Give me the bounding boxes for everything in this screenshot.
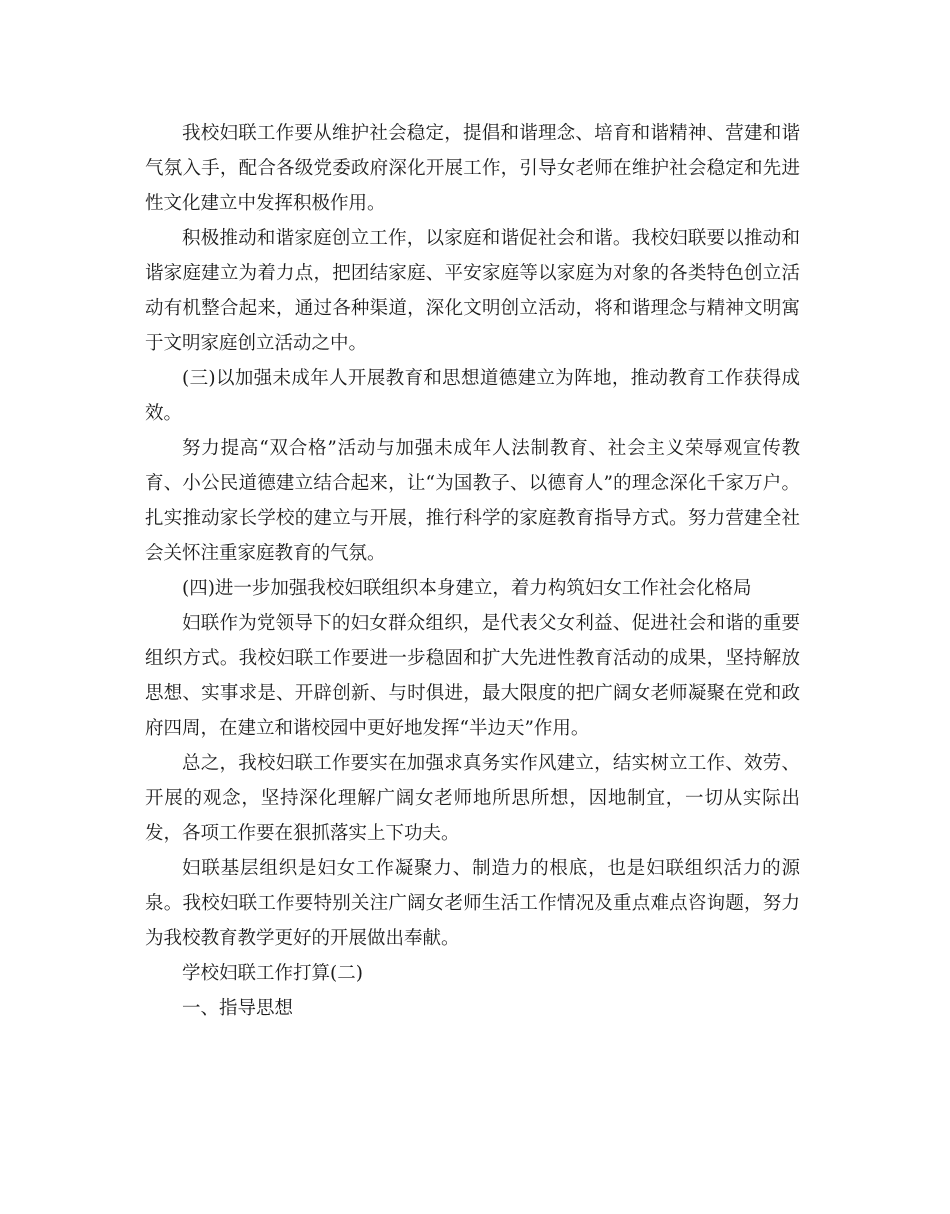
paragraph-3: 努力提高“双合格”活动与加强未成年人法制教育、社会主义荣辱观宣传教育、小公民道德建立结合起来，让“为国教子、以德育人”的理念深化千家万户。扎实推动家长学校的建立与开展，推行科学的家庭教育指导方式。努力营建全社会关怀注重家庭教育的气氛。	[145, 438, 800, 564]
paragraph-2: 积极推动和谐家庭创立工作，以家庭和谐促社会和谐。我校妇联要以推动和谐家庭建立为着力点，把团结家庭、平安家庭等以家庭为对象的各类特色创立活动有机整合起来，通过各种渠道，深化文明创立活动，将和谐理念与精神文明寓于文明家庭创立活动之中。	[145, 228, 800, 354]
paragraph-6: 妇联基层组织是妇女工作凝聚力、制造力的根底，也是妇联组织活力的源泉。我校妇联工作要特别关注广阔女老师生活工作情况及重点难点咨询题，努力为我校教育教学更好的开展做出奉献。	[145, 858, 800, 949]
section-heading-guiding-ideology: 一、指导思想	[182, 998, 294, 1019]
paragraph-4: 妇联作为党领导下的妇女群众组织，是代表父女利益、促进社会和谐的重要组织方式。我校妇联工作要进一步稳固和扩大先进性教育活动的成果，坚持解放思想、实事求是、开辟创新、与时俱进，最大限度的把广阔女老师凝聚在党和政府四周，在建立和谐校园中更好地发挥“半边天”作用。	[145, 613, 800, 739]
section-heading-3: (三)以加强未成年人开展教育和思想道德建立为阵地，推动教育工作获得成效。	[145, 368, 800, 424]
section-heading-4: (四)进一步加强我校妇联组织本身建立，着力构筑妇女工作社会化格局	[182, 578, 752, 599]
paragraph-5: 总之，我校妇联工作要实在加强求真务实作风建立，结实树立工作、效劳、开展的观念，坚持深化理解广阔女老师地所思所想，因地制宜，一切从实际出发，各项工作要在狠抓落实上下功夫。	[145, 753, 800, 844]
plan-title: 学校妇联工作打算(二)	[182, 963, 363, 984]
paragraph-1: 我校妇联工作要从维护社会稳定，提倡和谐理念、培育和谐精神、营建和谐气氛入手，配合各级党委政府深化开展工作，引导女老师在维护社会稳定和先进性文化建立中发挥积极作用。	[145, 123, 800, 214]
document-body	[145, 116, 800, 1026]
